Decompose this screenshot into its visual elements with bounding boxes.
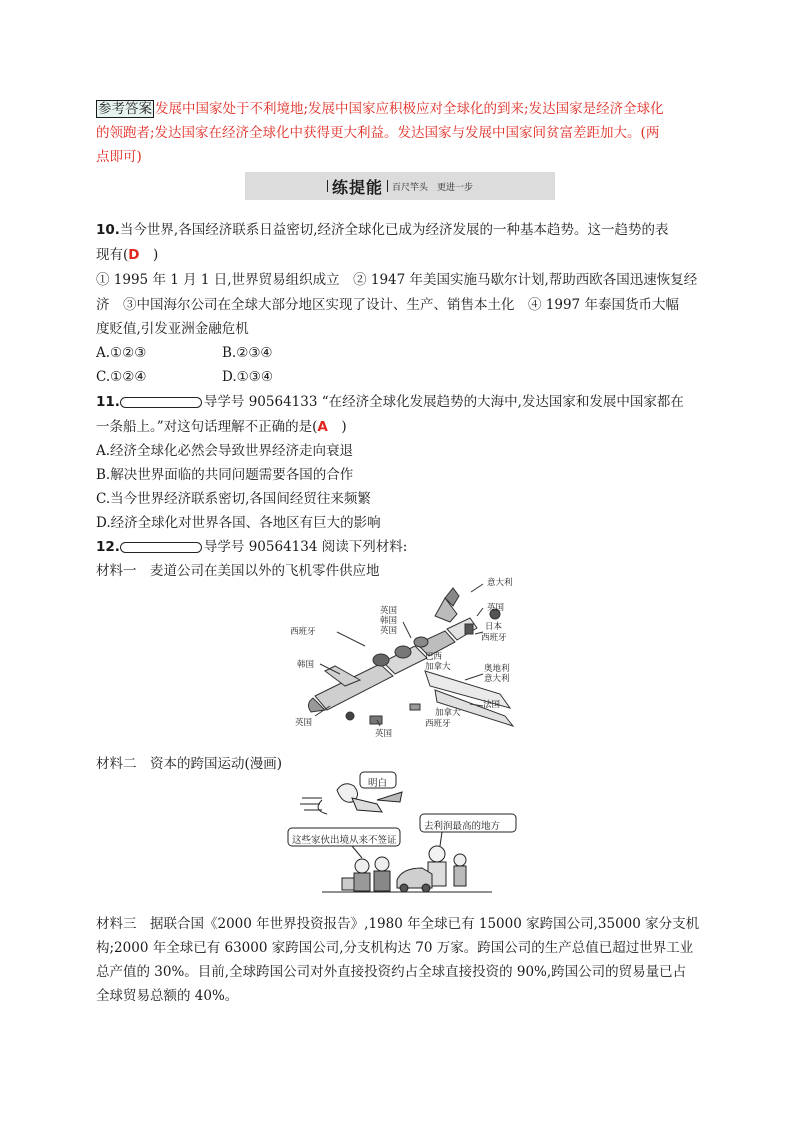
q10-option-a: A.①②③	[96, 345, 147, 361]
cartoon-bubble-text: 明白	[368, 778, 388, 789]
map-label: 英国	[487, 603, 505, 613]
answer-line-1	[96, 100, 664, 119]
q11-answer: A	[317, 419, 328, 435]
map-label: 奥地利	[484, 664, 510, 674]
map-label: 意大利	[487, 578, 513, 588]
q10-line-5: 度贬值,引发亚洲金融危机	[96, 321, 249, 337]
answer-tag: 参考答案	[98, 101, 152, 117]
map-label: 法国	[483, 700, 501, 710]
answer-text-1: 发展中国家处于不利境地;发展中国家应积极应对全球化的到来;发达国家是经济全球化	[155, 101, 664, 117]
capital-cartoon-figure	[282, 770, 522, 898]
q10-line-1	[96, 221, 669, 240]
q10-answer: D	[128, 247, 140, 263]
material-3-line-1: 材料三 据联合国《2000 年世界投资报告》,1980 年全球已有 15000 家跨国公司,35000 家分支机	[96, 916, 700, 932]
question-number: 12.	[96, 539, 120, 555]
answer-line-3: 点即可)	[96, 149, 142, 165]
map-label: 加拿大	[425, 662, 451, 672]
map-label: 巴西	[425, 652, 443, 662]
q12-stem-1: 导学号 90564134 阅读下列材料:	[203, 539, 408, 555]
material-3-line-3: 总产值的 30%。目前,全球跨国公司对外直接投资约占全球直接投资的 90%,跨国公司的贸易量已占	[96, 964, 687, 980]
q10-stem-2-end: )	[139, 247, 159, 263]
q10-line-4: 济 ③中国海尔公司在全球大部分地区实现了设计、生产、销售本土化 ④ 1997 年泰国货币大幅	[96, 297, 679, 313]
map-label: 英国	[295, 718, 313, 728]
question-number: 11.	[96, 394, 120, 410]
map-label: 意大利	[484, 674, 510, 684]
banner-title: 练提能	[331, 177, 383, 197]
q11-line-2	[96, 418, 347, 437]
q10-line-3: ① 1995 年 1 月 1 日,世界贸易组织成立 ② 1947 年美国实施马歇尔计划,帮助西欧各国迅速恢复经	[96, 272, 698, 288]
q10-stem-1: 当今世界,各国经济联系日益密切,经济全球化已成为经济发展的一种基本趋势。这一趋势的表	[119, 222, 669, 238]
cartoon-bubble-text: 去利润最高的地方	[424, 821, 501, 832]
material-1-title: 材料一 麦道公司在美国以外的飞机零件供应地	[96, 563, 380, 579]
q11-stem-2: 一条船上。”对这句话理解不正确的是(	[96, 419, 318, 435]
material-3-line-2: 构;2000 年全球已有 63000 家跨国公司,分支机构达 70 万家。跨国公司的生产总值已超过世界工业	[96, 940, 694, 956]
q11-stem-1: 导学号 90564133 “在经济全球化发展趋势的大海中,发达国家和发展中国家都在	[203, 394, 684, 410]
map-label: 韩国	[297, 660, 315, 670]
airplane-parts-figure	[285, 576, 535, 738]
q11-stem-2-end: )	[327, 419, 347, 435]
q11-line-1	[96, 393, 684, 412]
map-label: 英国	[380, 626, 398, 636]
q10-option-b: B.②③④	[222, 345, 273, 361]
cartoon-bubble-text: 这些家伙出境从来不签证	[292, 835, 397, 846]
q11-option-c: C.当今世界经济联系密切,各国间经贸往来频繁	[96, 491, 371, 507]
material-2-title: 材料二 资本的跨国运动(漫画)	[96, 756, 283, 772]
q11-option-d: D.经济全球化对世界各国、各地区有巨大的影响	[96, 515, 381, 531]
q10-option-c: C.①②④	[96, 369, 147, 385]
guide-number-badge	[120, 397, 202, 408]
map-label: 英国	[380, 606, 398, 616]
map-label: 西班牙	[290, 627, 316, 637]
map-label: 韩国	[380, 616, 398, 626]
map-label: 日本	[485, 622, 503, 632]
section-banner	[245, 172, 555, 200]
q10-option-d: D.①③④	[222, 369, 273, 385]
banner-divider	[387, 180, 388, 192]
map-label: 西班牙	[481, 633, 507, 643]
q10-line-2	[96, 246, 158, 265]
map-label: 加拿大	[435, 708, 461, 718]
q10-stem-2: 现有(	[96, 247, 129, 263]
q11-option-a: A.经济全球化必然会导致世界经济走向衰退	[96, 443, 354, 459]
guide-number-badge	[120, 542, 202, 553]
material-3-line-4: 全球贸易总额的 40%。	[96, 988, 239, 1004]
map-label: 英国	[375, 729, 393, 739]
map-label: 西班牙	[425, 719, 451, 729]
q11-option-b: B.解决世界面临的共同问题需要各国的合作	[96, 467, 354, 483]
banner-subtitle: 百尺竿头 更进一步	[392, 182, 474, 193]
q12-line-1	[96, 538, 407, 557]
answer-line-2: 的领跑者;发达国家在经济全球化中获得更大利益。发达国家与发展中国家间贫富差距加大。(两	[96, 125, 660, 141]
banner-divider	[327, 180, 328, 192]
question-number: 10.	[96, 222, 120, 238]
